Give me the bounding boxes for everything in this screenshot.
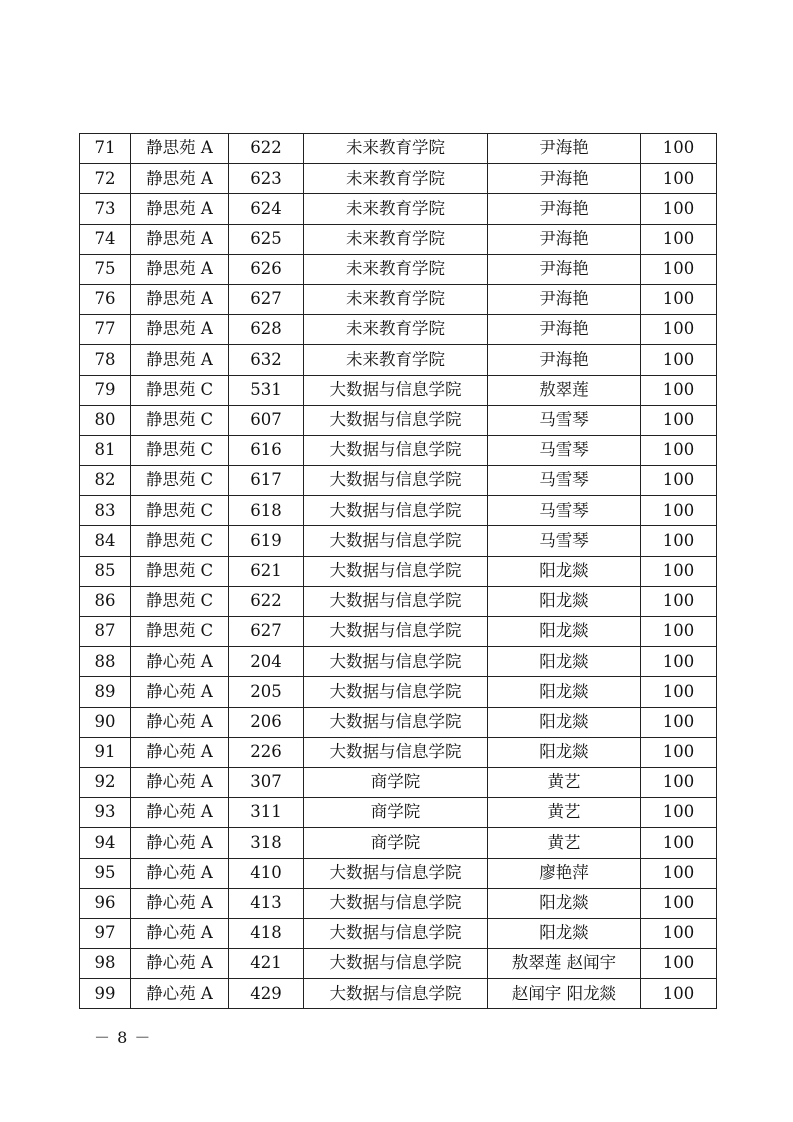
counselor-cell: 黄艺	[488, 798, 641, 828]
counselor-cell: 赵闻宇 阳龙燚	[488, 979, 641, 1009]
counselor-cell: 阳龙燚	[488, 556, 641, 586]
table-row	[80, 496, 717, 526]
row-number-cell: 90	[80, 707, 131, 737]
score-cell: 100	[641, 164, 717, 194]
row-number-cell: 77	[80, 315, 131, 345]
score-cell: 100	[641, 345, 717, 375]
row-number-cell: 84	[80, 526, 131, 556]
row-number-cell: 97	[80, 918, 131, 948]
building-cell: 静心苑 A	[131, 918, 229, 948]
row-number-cell: 79	[80, 375, 131, 405]
counselor-cell: 阳龙燚	[488, 586, 641, 616]
counselor-cell: 阳龙燚	[488, 617, 641, 647]
row-number-cell: 87	[80, 617, 131, 647]
table-row	[80, 375, 717, 405]
score-cell: 100	[641, 586, 717, 616]
row-number-cell: 80	[80, 405, 131, 435]
building-cell: 静心苑 A	[131, 949, 229, 979]
score-cell: 100	[641, 949, 717, 979]
college-cell: 大数据与信息学院	[304, 677, 488, 707]
table-row	[80, 677, 717, 707]
score-cell: 100	[641, 315, 717, 345]
counselor-cell: 尹海艳	[488, 164, 641, 194]
table-row	[80, 134, 717, 164]
room-number-cell: 206	[229, 707, 304, 737]
college-cell: 大数据与信息学院	[304, 647, 488, 677]
college-cell: 大数据与信息学院	[304, 405, 488, 435]
row-number-cell: 73	[80, 194, 131, 224]
counselor-cell: 黄艺	[488, 828, 641, 858]
counselor-cell: 阳龙燚	[488, 888, 641, 918]
score-cell: 100	[641, 134, 717, 164]
dormitory-score-table	[79, 133, 717, 1009]
table-row	[80, 284, 717, 314]
counselor-cell: 马雪琴	[488, 466, 641, 496]
score-cell: 100	[641, 194, 717, 224]
room-number-cell: 531	[229, 375, 304, 405]
table-row	[80, 647, 717, 677]
building-cell: 静思苑 C	[131, 435, 229, 465]
table-row	[80, 466, 717, 496]
college-cell: 未来教育学院	[304, 194, 488, 224]
score-cell: 100	[641, 435, 717, 465]
row-number-cell: 94	[80, 828, 131, 858]
score-cell: 100	[641, 828, 717, 858]
score-cell: 100	[641, 979, 717, 1009]
counselor-cell: 马雪琴	[488, 405, 641, 435]
room-number-cell: 627	[229, 617, 304, 647]
row-number-cell: 89	[80, 677, 131, 707]
college-cell: 大数据与信息学院	[304, 466, 488, 496]
building-cell: 静思苑 A	[131, 315, 229, 345]
room-number-cell: 607	[229, 405, 304, 435]
room-number-cell: 204	[229, 647, 304, 677]
building-cell: 静思苑 C	[131, 556, 229, 586]
college-cell: 大数据与信息学院	[304, 526, 488, 556]
room-number-cell: 307	[229, 767, 304, 797]
row-number-cell: 71	[80, 134, 131, 164]
building-cell: 静心苑 A	[131, 677, 229, 707]
room-number-cell: 410	[229, 858, 304, 888]
table-body	[80, 134, 717, 1009]
row-number-cell: 86	[80, 586, 131, 616]
counselor-cell: 阳龙燚	[488, 918, 641, 948]
table-row	[80, 828, 717, 858]
room-number-cell: 413	[229, 888, 304, 918]
score-cell: 100	[641, 737, 717, 767]
building-cell: 静思苑 A	[131, 284, 229, 314]
room-number-cell: 622	[229, 134, 304, 164]
college-cell: 大数据与信息学院	[304, 858, 488, 888]
room-number-cell: 421	[229, 949, 304, 979]
score-cell: 100	[641, 888, 717, 918]
score-cell: 100	[641, 707, 717, 737]
row-number-cell: 72	[80, 164, 131, 194]
row-number-cell: 83	[80, 496, 131, 526]
score-cell: 100	[641, 496, 717, 526]
building-cell: 静思苑 A	[131, 224, 229, 254]
building-cell: 静心苑 A	[131, 798, 229, 828]
score-cell: 100	[641, 798, 717, 828]
score-cell: 100	[641, 556, 717, 586]
college-cell: 商学院	[304, 798, 488, 828]
row-number-cell: 82	[80, 466, 131, 496]
counselor-cell: 尹海艳	[488, 194, 641, 224]
counselor-cell: 敖翠莲	[488, 375, 641, 405]
room-number-cell: 226	[229, 737, 304, 767]
row-number-cell: 95	[80, 858, 131, 888]
building-cell: 静心苑 A	[131, 707, 229, 737]
building-cell: 静思苑 C	[131, 375, 229, 405]
page-number: － 8 －	[94, 1028, 152, 1047]
score-cell: 100	[641, 526, 717, 556]
room-number-cell: 627	[229, 284, 304, 314]
room-number-cell: 626	[229, 254, 304, 284]
room-number-cell: 621	[229, 556, 304, 586]
room-number-cell: 311	[229, 798, 304, 828]
college-cell: 未来教育学院	[304, 315, 488, 345]
college-cell: 未来教育学院	[304, 134, 488, 164]
row-number-cell: 74	[80, 224, 131, 254]
table-row	[80, 888, 717, 918]
building-cell: 静思苑 C	[131, 496, 229, 526]
score-cell: 100	[641, 284, 717, 314]
table-row	[80, 949, 717, 979]
table-row	[80, 224, 717, 254]
college-cell: 大数据与信息学院	[304, 979, 488, 1009]
building-cell: 静思苑 C	[131, 405, 229, 435]
building-cell: 静心苑 A	[131, 888, 229, 918]
college-cell: 大数据与信息学院	[304, 888, 488, 918]
college-cell: 大数据与信息学院	[304, 375, 488, 405]
building-cell: 静思苑 C	[131, 586, 229, 616]
room-number-cell: 205	[229, 677, 304, 707]
room-number-cell: 619	[229, 526, 304, 556]
college-cell: 大数据与信息学院	[304, 949, 488, 979]
table-row	[80, 526, 717, 556]
counselor-cell: 尹海艳	[488, 345, 641, 375]
score-cell: 100	[641, 767, 717, 797]
building-cell: 静思苑 A	[131, 194, 229, 224]
room-number-cell: 625	[229, 224, 304, 254]
table-row	[80, 435, 717, 465]
building-cell: 静心苑 A	[131, 858, 229, 888]
counselor-cell: 尹海艳	[488, 284, 641, 314]
counselor-cell: 马雪琴	[488, 496, 641, 526]
row-number-cell: 98	[80, 949, 131, 979]
table-row	[80, 586, 717, 616]
room-number-cell: 628	[229, 315, 304, 345]
counselor-cell: 阳龙燚	[488, 677, 641, 707]
counselor-cell: 阳龙燚	[488, 647, 641, 677]
table-row	[80, 858, 717, 888]
table-row	[80, 707, 717, 737]
counselor-cell: 敖翠莲 赵闻宇	[488, 949, 641, 979]
row-number-cell: 96	[80, 888, 131, 918]
college-cell: 大数据与信息学院	[304, 496, 488, 526]
counselor-cell: 阳龙燚	[488, 737, 641, 767]
building-cell: 静心苑 A	[131, 828, 229, 858]
college-cell: 大数据与信息学院	[304, 586, 488, 616]
room-number-cell: 624	[229, 194, 304, 224]
college-cell: 未来教育学院	[304, 254, 488, 284]
score-cell: 100	[641, 405, 717, 435]
table-row	[80, 194, 717, 224]
counselor-cell: 廖艳萍	[488, 858, 641, 888]
table-row	[80, 918, 717, 948]
score-cell: 100	[641, 677, 717, 707]
counselor-cell: 尹海艳	[488, 134, 641, 164]
table-row	[80, 315, 717, 345]
counselor-cell: 尹海艳	[488, 224, 641, 254]
table-row	[80, 617, 717, 647]
row-number-cell: 99	[80, 979, 131, 1009]
row-number-cell: 91	[80, 737, 131, 767]
room-number-cell: 429	[229, 979, 304, 1009]
room-number-cell: 622	[229, 586, 304, 616]
building-cell: 静思苑 A	[131, 164, 229, 194]
table-row	[80, 345, 717, 375]
college-cell: 大数据与信息学院	[304, 707, 488, 737]
table-row	[80, 254, 717, 284]
room-number-cell: 418	[229, 918, 304, 948]
college-cell: 未来教育学院	[304, 284, 488, 314]
score-cell: 100	[641, 617, 717, 647]
college-cell: 商学院	[304, 767, 488, 797]
college-cell: 大数据与信息学院	[304, 617, 488, 647]
counselor-cell: 黄艺	[488, 767, 641, 797]
college-cell: 大数据与信息学院	[304, 556, 488, 586]
row-number-cell: 92	[80, 767, 131, 797]
building-cell: 静心苑 A	[131, 979, 229, 1009]
college-cell: 大数据与信息学院	[304, 918, 488, 948]
table-row	[80, 767, 717, 797]
counselor-cell: 马雪琴	[488, 435, 641, 465]
score-cell: 100	[641, 254, 717, 284]
room-number-cell: 618	[229, 496, 304, 526]
room-number-cell: 632	[229, 345, 304, 375]
college-cell: 大数据与信息学院	[304, 737, 488, 767]
building-cell: 静心苑 A	[131, 647, 229, 677]
score-cell: 100	[641, 858, 717, 888]
row-number-cell: 75	[80, 254, 131, 284]
row-number-cell: 76	[80, 284, 131, 314]
counselor-cell: 尹海艳	[488, 254, 641, 284]
college-cell: 大数据与信息学院	[304, 435, 488, 465]
building-cell: 静心苑 A	[131, 767, 229, 797]
college-cell: 未来教育学院	[304, 164, 488, 194]
room-number-cell: 318	[229, 828, 304, 858]
score-cell: 100	[641, 466, 717, 496]
counselor-cell: 阳龙燚	[488, 707, 641, 737]
row-number-cell: 85	[80, 556, 131, 586]
room-number-cell: 617	[229, 466, 304, 496]
room-number-cell: 616	[229, 435, 304, 465]
score-cell: 100	[641, 918, 717, 948]
row-number-cell: 81	[80, 435, 131, 465]
score-cell: 100	[641, 647, 717, 677]
college-cell: 未来教育学院	[304, 224, 488, 254]
table-row	[80, 405, 717, 435]
score-cell: 100	[641, 375, 717, 405]
table-row	[80, 979, 717, 1009]
building-cell: 静思苑 A	[131, 134, 229, 164]
score-cell: 100	[641, 224, 717, 254]
building-cell: 静思苑 A	[131, 254, 229, 284]
building-cell: 静心苑 A	[131, 737, 229, 767]
table-row	[80, 164, 717, 194]
room-number-cell: 623	[229, 164, 304, 194]
building-cell: 静思苑 C	[131, 617, 229, 647]
row-number-cell: 88	[80, 647, 131, 677]
counselor-cell: 尹海艳	[488, 315, 641, 345]
college-cell: 未来教育学院	[304, 345, 488, 375]
counselor-cell: 马雪琴	[488, 526, 641, 556]
row-number-cell: 78	[80, 345, 131, 375]
college-cell: 商学院	[304, 828, 488, 858]
table-row	[80, 798, 717, 828]
building-cell: 静思苑 C	[131, 526, 229, 556]
row-number-cell: 93	[80, 798, 131, 828]
table-row	[80, 737, 717, 767]
building-cell: 静思苑 A	[131, 345, 229, 375]
building-cell: 静思苑 C	[131, 466, 229, 496]
table-row	[80, 556, 717, 586]
